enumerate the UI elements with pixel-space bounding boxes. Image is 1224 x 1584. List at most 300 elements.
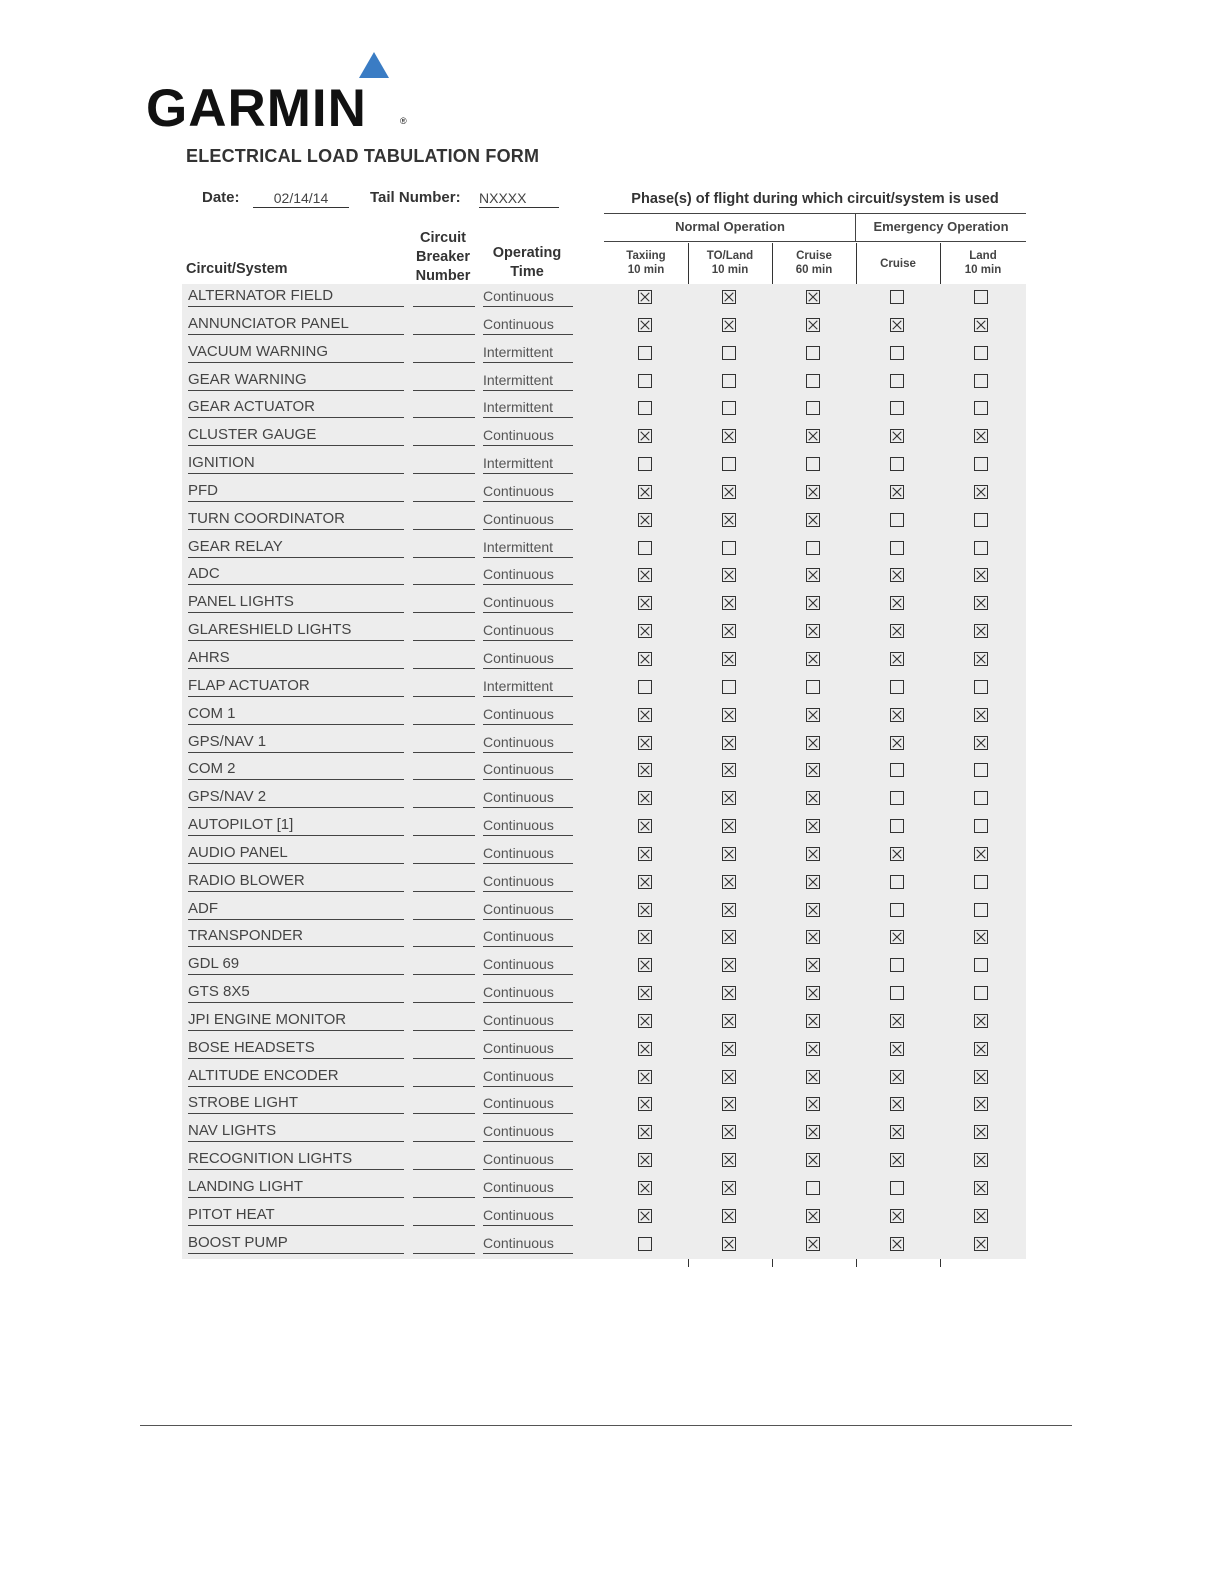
phase-checkbox[interactable] [806,318,820,332]
phase-checkbox[interactable] [722,708,736,722]
circuit-name[interactable]: NAV LIGHTS [188,1119,404,1142]
circuit-name[interactable]: PANEL LIGHTS [188,590,404,613]
circuit-name[interactable]: COM 1 [188,702,404,725]
circuit-name[interactable]: AHRS [188,646,404,669]
operating-time[interactable]: Continuous [483,646,573,669]
operating-time[interactable]: Continuous [483,757,573,780]
phase-checkbox[interactable] [890,401,904,415]
circuit-name[interactable]: PFD [188,479,404,502]
phase-checkbox[interactable] [806,847,820,861]
phase-checkbox[interactable] [722,930,736,944]
phase-checkbox[interactable] [638,1181,652,1195]
circuit-name[interactable]: AUDIO PANEL [188,841,404,864]
breaker-number-field[interactable] [413,507,475,530]
circuit-name[interactable]: JPI ENGINE MONITOR [188,1008,404,1031]
phase-checkbox[interactable] [638,596,652,610]
phase-checkbox[interactable] [974,429,988,443]
phase-checkbox[interactable] [722,541,736,555]
phase-checkbox[interactable] [974,485,988,499]
phase-checkbox[interactable] [974,1153,988,1167]
phase-checkbox[interactable] [722,318,736,332]
circuit-name[interactable]: TRANSPONDER [188,924,404,947]
tail-number-field[interactable]: NXXXX [479,190,559,208]
phase-checkbox[interactable] [890,374,904,388]
phase-checkbox[interactable] [890,1181,904,1195]
phase-checkbox[interactable] [638,958,652,972]
circuit-name[interactable]: CLUSTER GAUGE [188,423,404,446]
phase-checkbox[interactable] [722,346,736,360]
operating-time[interactable]: Continuous [483,897,573,920]
phase-checkbox[interactable] [806,485,820,499]
phase-checkbox[interactable] [890,791,904,805]
phase-checkbox[interactable] [890,485,904,499]
phase-checkbox[interactable] [974,1237,988,1251]
breaker-number-field[interactable] [413,813,475,836]
phase-checkbox[interactable] [722,680,736,694]
phase-checkbox[interactable] [722,875,736,889]
phase-checkbox[interactable] [890,708,904,722]
phase-checkbox[interactable] [974,930,988,944]
phase-checkbox[interactable] [806,680,820,694]
phase-checkbox[interactable] [806,1014,820,1028]
phase-checkbox[interactable] [638,318,652,332]
breaker-number-field[interactable] [413,368,475,391]
circuit-name[interactable]: GPS/NAV 1 [188,730,404,753]
breaker-number-field[interactable] [413,423,475,446]
circuit-name[interactable]: RECOGNITION LIGHTS [188,1147,404,1170]
circuit-name[interactable]: IGNITION [188,451,404,474]
circuit-name[interactable]: VACUUM WARNING [188,340,404,363]
phase-checkbox[interactable] [722,1237,736,1251]
operating-time[interactable]: Intermittent [483,395,573,418]
phase-checkbox[interactable] [974,791,988,805]
breaker-number-field[interactable] [413,284,475,307]
phase-checkbox[interactable] [974,1097,988,1111]
operating-time[interactable]: Continuous [483,1147,573,1170]
phase-checkbox[interactable] [806,708,820,722]
phase-checkbox[interactable] [806,568,820,582]
phase-checkbox[interactable] [638,763,652,777]
operating-time[interactable]: Continuous [483,1231,573,1254]
operating-time[interactable]: Continuous [483,702,573,725]
operating-time[interactable]: Continuous [483,1119,573,1142]
phase-checkbox[interactable] [638,1097,652,1111]
phase-checkbox[interactable] [890,290,904,304]
phase-checkbox[interactable] [806,596,820,610]
x-mark-icon [807,1071,819,1083]
circuit-name[interactable]: BOSE HEADSETS [188,1036,404,1059]
breaker-number-field[interactable] [413,952,475,975]
phase-checkbox[interactable] [722,1097,736,1111]
phase-checkbox[interactable] [974,847,988,861]
phase-checkbox[interactable] [974,1209,988,1223]
operating-time[interactable]: Continuous [483,1091,573,1114]
operating-time-header [484,244,570,282]
phase-checkbox[interactable] [890,1237,904,1251]
phase-checkbox[interactable] [638,1042,652,1056]
table-row [182,1231,1026,1259]
breaker-number-field[interactable] [413,841,475,864]
phase-checkbox[interactable] [974,401,988,415]
phase-checkbox[interactable] [974,819,988,833]
phase-checkbox[interactable] [806,401,820,415]
phase-checkbox[interactable] [974,652,988,666]
table-row [182,479,1026,507]
phase-checkbox[interactable] [974,763,988,777]
breaker-number-field[interactable] [413,1119,475,1142]
breaker-number-field[interactable] [413,1175,475,1198]
phase-checkbox[interactable] [806,624,820,638]
phase-checkbox[interactable] [722,1125,736,1139]
phase-checkbox[interactable] [974,290,988,304]
breaker-number-field[interactable] [413,535,475,558]
operating-time[interactable]: Continuous [483,841,573,864]
circuit-name[interactable]: RADIO BLOWER [188,869,404,892]
phase-checkbox[interactable] [722,624,736,638]
operating-time[interactable]: Continuous [483,284,573,307]
circuit-name[interactable]: COM 2 [188,757,404,780]
phase-checkbox[interactable] [638,624,652,638]
phase-checkbox[interactable] [974,568,988,582]
phase-checkbox[interactable] [890,847,904,861]
phase-checkbox[interactable] [638,903,652,917]
x-mark-icon [639,848,651,860]
time-header-line1: Operating [492,245,562,261]
phase-checkbox[interactable] [890,986,904,1000]
breaker-number-field[interactable] [413,757,475,780]
operating-time[interactable]: Continuous [483,423,573,446]
x-mark-icon [639,1098,651,1110]
phase-checkbox[interactable] [974,318,988,332]
phase-checkbox[interactable] [890,429,904,443]
phase-checkbox[interactable] [890,541,904,555]
x-mark-icon [723,514,735,526]
x-mark-icon [807,319,819,331]
phase-checkbox[interactable] [890,513,904,527]
operating-time[interactable]: Continuous [483,507,573,530]
phase-checkbox[interactable] [722,485,736,499]
group-rule [604,241,1026,242]
breaker-number-field[interactable] [413,1064,475,1087]
phase-checkbox[interactable] [974,1181,988,1195]
phase-checkbox[interactable] [806,346,820,360]
phase-checkbox[interactable] [722,903,736,917]
table-row [182,507,1026,535]
phase-checkbox[interactable] [638,1237,652,1251]
phase-checkbox[interactable] [638,485,652,499]
breaker-number-field[interactable] [413,924,475,947]
phase-checkbox[interactable] [722,736,736,750]
phase-checkbox[interactable] [638,541,652,555]
phase-checkbox[interactable] [638,429,652,443]
breaker-number-field[interactable] [413,980,475,1003]
phase-checkbox[interactable] [722,652,736,666]
phase-checkbox[interactable] [806,736,820,750]
phase-checkbox[interactable] [890,652,904,666]
phase-checkbox[interactable] [638,986,652,1000]
phase-checkbox[interactable] [806,986,820,1000]
phase-checkbox[interactable] [890,596,904,610]
circuit-name[interactable]: GTS 8X5 [188,980,404,1003]
breaker-number-field[interactable] [413,1008,475,1031]
phase-checkbox[interactable] [806,374,820,388]
phase-checkbox[interactable] [974,1014,988,1028]
operating-time[interactable]: Continuous [483,785,573,808]
phase-checkbox[interactable] [638,290,652,304]
phase-checkbox[interactable] [722,429,736,443]
breaker-number-field[interactable] [413,674,475,697]
operating-time[interactable]: Continuous [483,1008,573,1031]
operating-time[interactable]: Continuous [483,952,573,975]
x-mark-icon [975,1182,987,1194]
phase-checkbox[interactable] [806,652,820,666]
phase-checkbox[interactable] [974,1042,988,1056]
breaker-number-field[interactable] [413,785,475,808]
phase-checkbox[interactable] [638,680,652,694]
operating-time[interactable]: Continuous [483,813,573,836]
operating-time[interactable]: Intermittent [483,535,573,558]
phase-checkbox[interactable] [638,875,652,889]
circuit-name[interactable]: AUTOPILOT [1] [188,813,404,836]
circuit-name[interactable]: STROBE LIGHT [188,1091,404,1114]
phase-checkbox[interactable] [890,1042,904,1056]
phase-checkbox[interactable] [890,903,904,917]
phase-checkbox[interactable] [722,986,736,1000]
phase-checkbox[interactable] [806,513,820,527]
phase-checkbox[interactable] [806,1125,820,1139]
phase-checkbox[interactable] [974,596,988,610]
operating-time[interactable]: Continuous [483,730,573,753]
phase-checkbox[interactable] [890,680,904,694]
circuit-name[interactable]: GEAR RELAY [188,535,404,558]
phase-checkbox[interactable] [890,624,904,638]
phase-checkbox[interactable] [974,903,988,917]
phase-checkbox[interactable] [806,763,820,777]
phase-checkbox[interactable] [722,1181,736,1195]
phase-checkbox[interactable] [890,958,904,972]
phase-checkbox[interactable] [638,652,652,666]
phase-checkbox[interactable] [722,513,736,527]
phase-checkbox[interactable] [722,457,736,471]
phase-checkbox[interactable] [638,1125,652,1139]
x-mark-icon [807,709,819,721]
circuit-name[interactable]: GPS/NAV 2 [188,785,404,808]
breaker-number-field[interactable] [413,702,475,725]
phase-checkbox[interactable] [722,763,736,777]
operating-time[interactable]: Continuous [483,980,573,1003]
phase-checkbox[interactable] [806,791,820,805]
breaker-number-field[interactable] [413,479,475,502]
phase-checkbox[interactable] [806,1237,820,1251]
phase-checkbox[interactable] [722,958,736,972]
breaker-number-field[interactable] [413,451,475,474]
phase-checkbox[interactable] [638,346,652,360]
operating-time[interactable]: Continuous [483,924,573,947]
phase-checkbox[interactable] [890,1125,904,1139]
phase-checkbox[interactable] [890,819,904,833]
phase-checkbox[interactable] [890,1209,904,1223]
phase-checkbox[interactable] [974,346,988,360]
circuit-name[interactable]: GEAR ACTUATOR [188,395,404,418]
phase-checkbox[interactable] [638,1070,652,1084]
phase-checkbox[interactable] [806,1070,820,1084]
breaker-number-field[interactable] [413,1091,475,1114]
phase-checkbox[interactable] [722,290,736,304]
phase-checkbox[interactable] [974,624,988,638]
x-mark-icon [975,597,987,609]
table-row [182,841,1026,869]
operating-time[interactable]: Continuous [483,590,573,613]
phase-checkbox[interactable] [974,541,988,555]
breaker-number-field[interactable] [413,646,475,669]
phase-checkbox[interactable] [638,1153,652,1167]
phase-checkbox[interactable] [806,1097,820,1111]
circuit-name[interactable]: ADC [188,562,404,585]
phase-checkbox[interactable] [806,457,820,471]
phase-checkbox[interactable] [638,1209,652,1223]
phase-checkbox[interactable] [806,1209,820,1223]
phase-checkbox[interactable] [722,819,736,833]
circuit-name[interactable]: LANDING LIGHT [188,1175,404,1198]
phase-checkbox[interactable] [974,513,988,527]
phase-checkbox[interactable] [806,541,820,555]
phase-checkbox[interactable] [890,930,904,944]
operating-time[interactable]: Intermittent [483,340,573,363]
phase-checkbox[interactable] [974,457,988,471]
operating-time[interactable]: Continuous [483,562,573,585]
operating-time[interactable]: Continuous [483,312,573,335]
operating-time[interactable]: Continuous [483,1036,573,1059]
breaker-number-field[interactable] [413,618,475,641]
phase-checkbox[interactable] [890,568,904,582]
breaker-number-field[interactable] [413,395,475,418]
operating-time[interactable]: Continuous [483,618,573,641]
phase-checkbox[interactable] [638,457,652,471]
phase-checkbox[interactable] [806,290,820,304]
breaker-number-field[interactable] [413,312,475,335]
phase-checkbox[interactable] [638,513,652,527]
phase-checkbox[interactable] [722,791,736,805]
breaker-number-field[interactable] [413,869,475,892]
phase-checkbox[interactable] [722,1014,736,1028]
phase-checkbox[interactable] [890,875,904,889]
phase-checkbox[interactable] [806,1042,820,1056]
operating-time[interactable]: Intermittent [483,451,573,474]
phase-checkbox[interactable] [806,429,820,443]
operating-time[interactable]: Continuous [483,479,573,502]
phase-checkbox[interactable] [890,1097,904,1111]
circuit-name[interactable]: BOOST PUMP [188,1231,404,1254]
date-field[interactable]: 02/14/14 [253,190,349,208]
circuit-name[interactable]: PITOT HEAT [188,1203,404,1226]
breaker-number-field[interactable] [413,897,475,920]
breaker-number-field[interactable] [413,1036,475,1059]
breaker-number-field[interactable] [413,562,475,585]
phase-checkbox[interactable] [974,958,988,972]
phase-checkbox[interactable] [974,1125,988,1139]
phase-checkbox[interactable] [890,1014,904,1028]
phase-checkbox[interactable] [638,791,652,805]
phase-header-to-land [688,249,772,277]
circuit-name[interactable]: TURN COORDINATOR [188,507,404,530]
phase-checkbox[interactable] [974,736,988,750]
breaker-number-field[interactable] [413,590,475,613]
phase-checkbox[interactable] [890,736,904,750]
circuit-name[interactable]: ADF [188,897,404,920]
phase-checkbox[interactable] [638,1014,652,1028]
phase-checkbox[interactable] [806,875,820,889]
phase-checkbox[interactable] [722,1070,736,1084]
operating-time[interactable]: Intermittent [483,368,573,391]
phase-checkbox[interactable] [806,1153,820,1167]
circuit-name[interactable]: GLARESHIELD LIGHTS [188,618,404,641]
phase-checkbox[interactable] [806,958,820,972]
phase-checkbox[interactable] [722,1209,736,1223]
circuit-name[interactable]: GEAR WARNING [188,368,404,391]
phase-checkbox[interactable] [974,986,988,1000]
breaker-number-field[interactable] [413,730,475,753]
phase-checkbox[interactable] [806,903,820,917]
phase-checkbox[interactable] [890,1070,904,1084]
phase-checkbox[interactable] [806,930,820,944]
phase-checkbox[interactable] [638,930,652,944]
phase-checkbox[interactable] [722,1042,736,1056]
operating-time[interactable]: Continuous [483,1175,573,1198]
circuit-name[interactable]: GDL 69 [188,952,404,975]
phase-checkbox[interactable] [722,1153,736,1167]
circuit-name[interactable]: ALTITUDE ENCODER [188,1064,404,1087]
phase-checkbox[interactable] [974,875,988,889]
phase-checkbox[interactable] [890,346,904,360]
phase-checkbox[interactable] [974,374,988,388]
operating-time[interactable]: Continuous [483,869,573,892]
phase-checkbox[interactable] [722,401,736,415]
operating-time[interactable]: Continuous [483,1203,573,1226]
operating-time[interactable]: Continuous [483,1064,573,1087]
operating-time[interactable]: Intermittent [483,674,573,697]
x-mark-icon [807,737,819,749]
phase-checkbox[interactable] [638,736,652,750]
breaker-number-field[interactable] [413,340,475,363]
phase-checkbox[interactable] [890,1153,904,1167]
phase-checkbox[interactable] [722,847,736,861]
circuit-name[interactable]: ANNUNCIATOR PANEL [188,312,404,335]
breaker-number-field[interactable] [413,1203,475,1226]
phase-checkbox[interactable] [722,374,736,388]
phase-checkbox[interactable] [974,680,988,694]
phase-checkbox[interactable] [890,763,904,777]
phase-checkbox[interactable] [638,708,652,722]
circuit-name[interactable]: FLAP ACTUATOR [188,674,404,697]
phase-checkbox[interactable] [890,457,904,471]
phase-checkbox[interactable] [974,1070,988,1084]
phase-checkbox[interactable] [974,708,988,722]
x-mark-icon [891,1154,903,1166]
phase-checkbox[interactable] [638,374,652,388]
phase-checkbox[interactable] [638,401,652,415]
phase-checkbox[interactable] [722,596,736,610]
breaker-number-field[interactable] [413,1147,475,1170]
phase-checkbox[interactable] [806,819,820,833]
circuit-name[interactable]: ALTERNATOR FIELD [188,284,404,307]
phase-checkbox[interactable] [638,819,652,833]
phase-checkbox[interactable] [638,568,652,582]
phase-checkbox[interactable] [722,568,736,582]
phase-checkbox[interactable] [638,847,652,861]
phase-checkbox[interactable] [890,318,904,332]
breaker-number-field[interactable] [413,1231,475,1254]
phase-checkbox[interactable] [806,1181,820,1195]
